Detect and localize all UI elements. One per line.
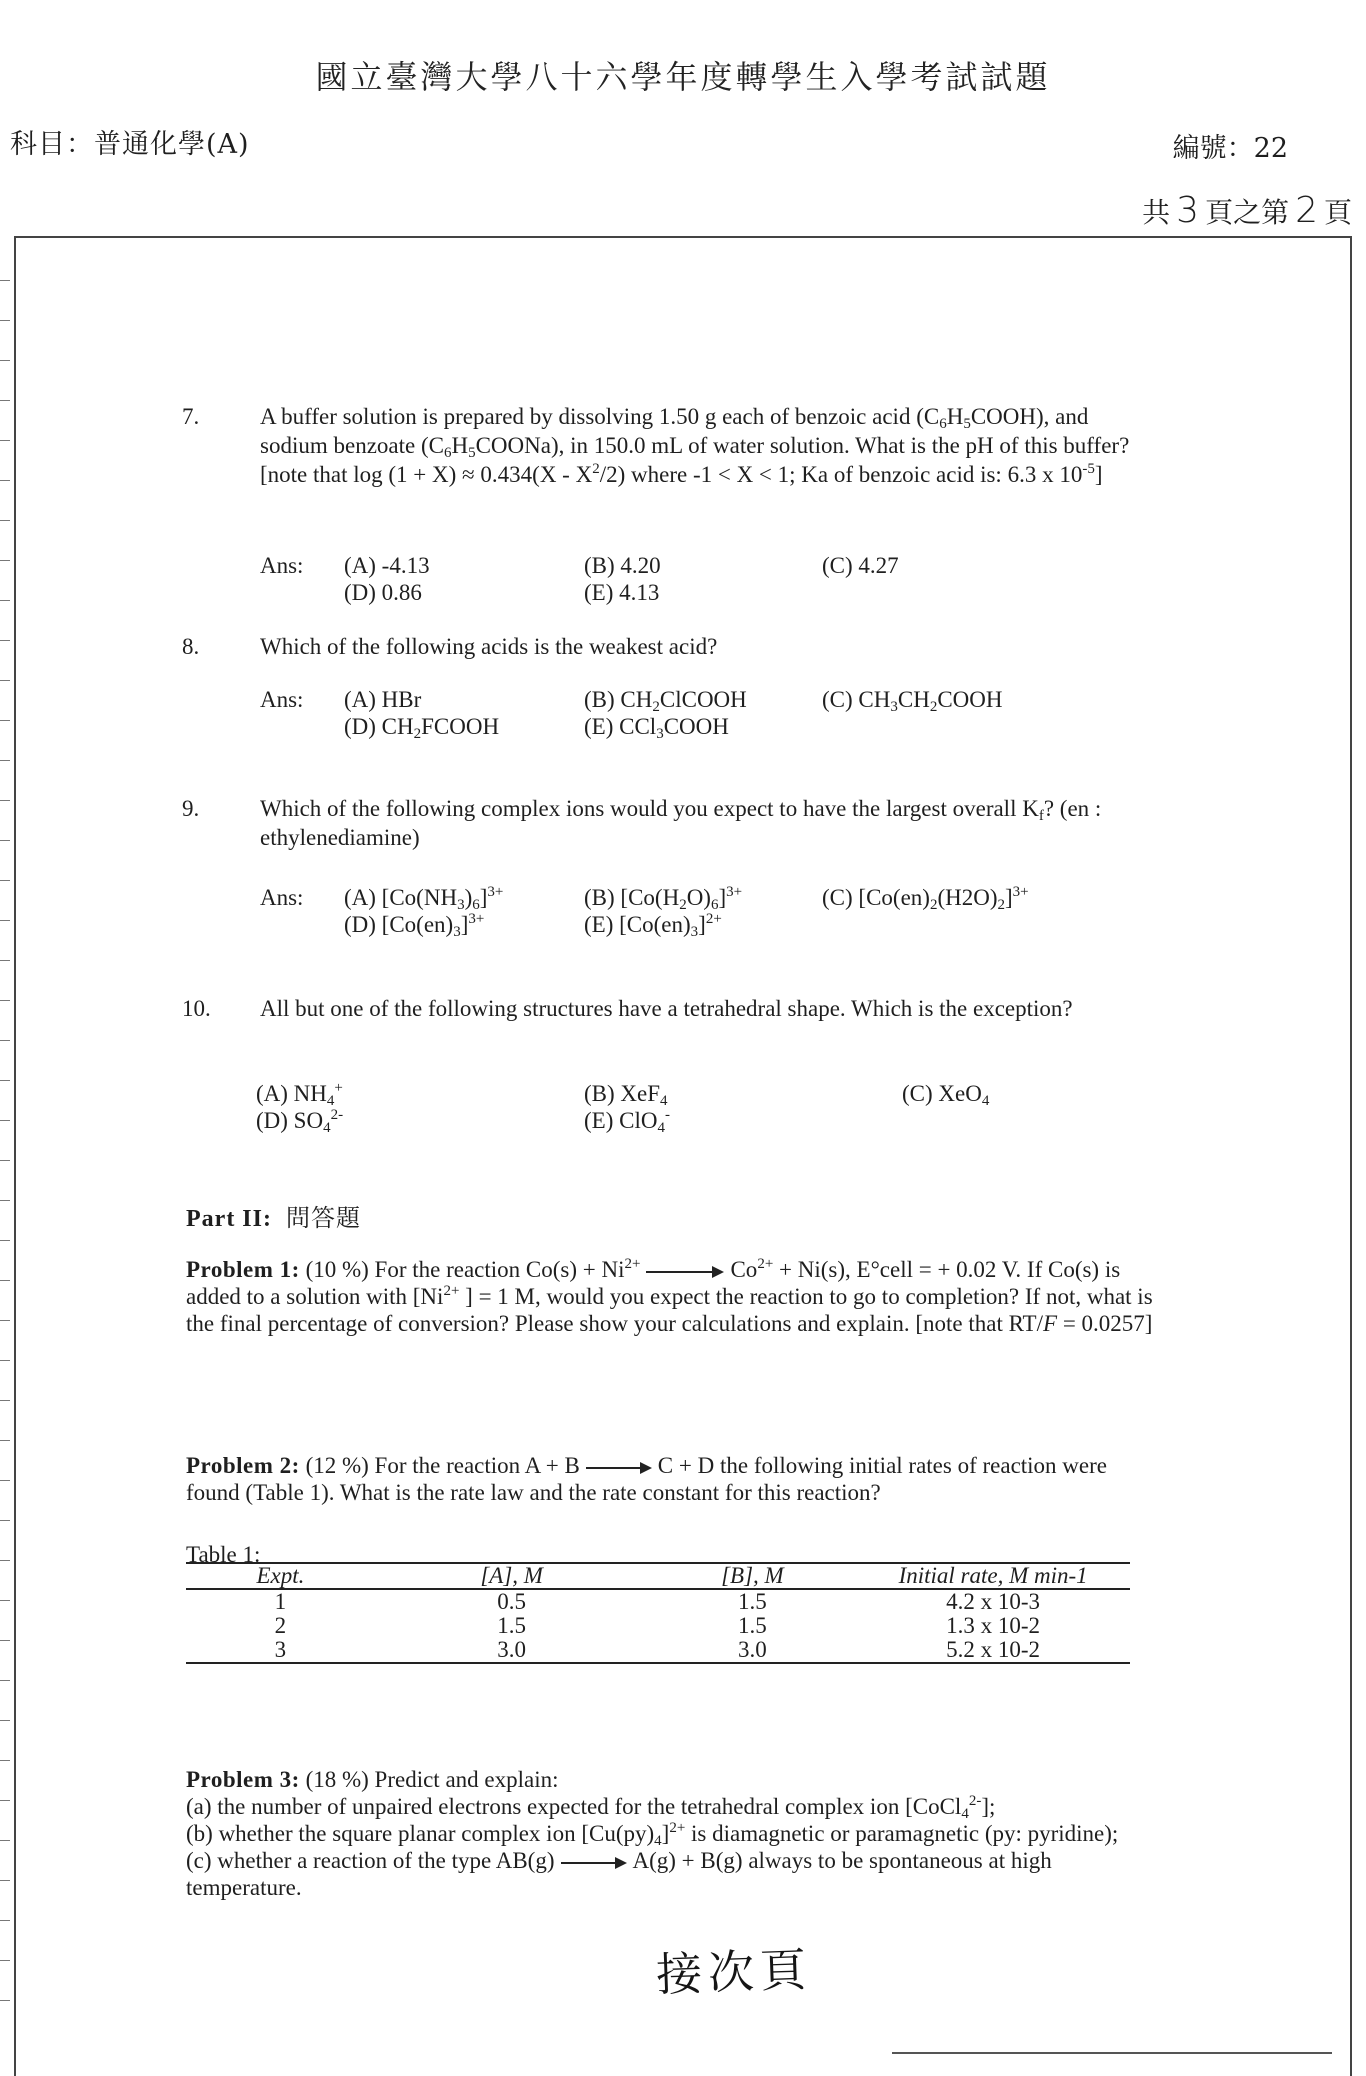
table-row (186, 1638, 1130, 1663)
margin-tick (0, 1160, 10, 1161)
question-text: Which of the following acids is the weakest acid? (260, 634, 718, 659)
margin-tick (0, 720, 10, 721)
option-d: (D) 0.86 (344, 580, 422, 605)
ans-label: Ans: (260, 553, 304, 578)
problem-3: Problem 3: (18 %) Predict and explain: (a) the number of unpaired electrons expected for the tetrahedral complex ion [CoCl$_4^{2-}$]; (b) whether the square planar complex ion $[Cu(py)_4]^{2+}$ is diamagnetic or paramagnetic (py: pyridine); (c) whether a reaction of the type AB(g) A(g) + B(g) always to be spontaneous at high temperature. (186, 1766, 1161, 1901)
exam-title: 國立臺灣大學八十六學年度轉學生入學考試試題 (315, 58, 1051, 96)
rate-table (186, 1562, 1130, 1664)
question-number: 10. (182, 996, 211, 1021)
margin-tick (0, 1320, 10, 1321)
margin-tick (0, 840, 10, 841)
margin-tick (0, 360, 10, 361)
table-cell: 1.5 (738, 1613, 767, 1638)
margin-tick (0, 1880, 10, 1881)
margin-tick (0, 1560, 10, 1561)
margin-tick (0, 280, 10, 281)
table-cell: 0.5 (497, 1589, 527, 1614)
margin-tick (0, 320, 10, 321)
reaction-arrow-icon (646, 1267, 724, 1277)
table-cell: 1.5 (738, 1589, 767, 1614)
margin-tick (0, 2000, 10, 2001)
margin-tick (0, 400, 10, 401)
margin-tick (0, 1280, 10, 1281)
margin-tick (0, 1440, 10, 1441)
option-c: (C) XeO$_4$ (902, 1081, 990, 1109)
column-header: Initial rate, M min-1 (856, 1563, 1130, 1589)
table-cell: 5.2 x 10-2 (856, 1638, 1130, 1663)
question-text: Which of the following complex ions would you expect to have the largest overall $K_f$? (en : ethylenediamine) (260, 796, 1102, 850)
margin-tick (0, 600, 10, 601)
column-header: [A], M (375, 1563, 649, 1589)
table-cell: 1 (274, 1589, 287, 1614)
reaction-arrow-icon (586, 1463, 652, 1473)
column-header: Expt. (186, 1563, 375, 1589)
option-b: (B) $[Co(H_2O)_6]^{3+}$ (584, 884, 743, 913)
margin-tick (0, 1360, 10, 1361)
pages-current: 2 (1295, 190, 1318, 231)
problem-1: Problem 1: (10 %) For the reaction $Co(s) + Ni^{2+}$ $Co^{2+} + Ni(s)$, E°cell = + 0.02 V. If Co(s) is added to a solution with [$Ni^{2+}$ ] = 1 M, would you expect the reaction to go to completion? If not, what is the final percentage of conversion? Please show your calculations and explain. [note that RT/F = 0.0257] (186, 1256, 1153, 1336)
table-row (186, 1614, 1130, 1638)
reaction-arrow-icon (561, 1858, 627, 1868)
margin-tick (0, 1200, 10, 1201)
question-10 (182, 994, 1146, 1023)
margin-tick (0, 1080, 10, 1081)
footer-rule (892, 2052, 1332, 2054)
margin-ticks (0, 280, 12, 2040)
question-7 (182, 402, 1146, 489)
option-c: (C) $CH_3CH_2COOH$ (822, 687, 1003, 715)
pages-mid: 頁之第 (1205, 196, 1290, 229)
option-d: (D) $SO_4^{2-}$ (256, 1107, 344, 1136)
table-cell: 3.0 (375, 1638, 649, 1663)
margin-tick (0, 1480, 10, 1481)
margin-tick (0, 1240, 10, 1241)
table-cell: 3.0 (649, 1638, 857, 1663)
margin-tick (0, 1720, 10, 1721)
option-a: (A) $NH_4^+$ (256, 1080, 343, 1109)
answers-10 (256, 1080, 1176, 1134)
option-a: (A) HBr (344, 687, 422, 712)
option-d: (D) $[Co(en)_3]^{3+}$ (344, 911, 485, 940)
option-e: (E) CCl$_3$COOH (584, 714, 729, 742)
question-text: A buffer solution is prepared by dissolving 1.50 g each of benzoic acid $(C_6H_5COOH)$, and sodium benzoate $(C_6H_5COONa)$, in 150.0 mL of water solution. What is the pH of this buffer? [note that $\log (1 + X) \approx 0.434(X - X^2/2)$ where -1 < X < 1; Ka of benzoic acid is: 6.3 x $10^{-5}$] (260, 404, 1130, 487)
margin-tick (0, 560, 10, 561)
table-caption: Table 1: (186, 1542, 261, 1567)
answers-7 (260, 552, 1180, 606)
table-row (186, 1589, 1130, 1614)
pages-total: 3 (1176, 190, 1200, 231)
margin-tick (0, 1520, 10, 1521)
problem-label: Problem 1: (186, 1257, 300, 1282)
option-e: (E) ClO$_4$- (584, 1107, 670, 1136)
margin-tick (0, 680, 10, 681)
table-cell: 4.2 x 10-3 (946, 1589, 1041, 1614)
margin-tick (0, 1000, 10, 1001)
answers-9 (260, 884, 1180, 938)
reaction-equation: $Co(s) + Ni^{2+}$ $Co^{2+} + Ni(s)$ (525, 1256, 846, 1282)
question-9 (182, 794, 1146, 852)
subject-label: 科目：普通化學(A) (10, 129, 250, 160)
margin-tick (0, 1920, 10, 1921)
part-a: (a) the number of unpaired electrons expected for the tetrahedral complex ion [CoCl$_4^{2-}$]; (186, 1793, 996, 1822)
margin-tick (0, 520, 10, 521)
part-2-heading: Part II: 問答題 (186, 1206, 361, 1232)
column-header: [B], M (649, 1563, 857, 1589)
margin-tick (0, 1680, 10, 1681)
option-a: (A) $[Co(NH_3)_6]^{3+}$ (344, 884, 504, 913)
option-e: (E) 4.13 (584, 580, 660, 605)
pages-suffix: 頁 (1323, 196, 1352, 229)
problem-2: Problem 2: (12 %) For the reaction A + B C + D the following initial rates of reaction were found (Table 1). What is the rate law and the rate constant for this reaction? (186, 1453, 1107, 1505)
table-cell: 2 (274, 1613, 287, 1638)
exam-code: 編號：22 (1172, 133, 1288, 164)
option-b: (B) 4.20 (584, 553, 661, 578)
option-c: (C) $[Co(en)_2(H2O)_2]^{3+}$ (822, 884, 1029, 913)
margin-tick (0, 1840, 10, 1841)
page-indicator (1142, 190, 1352, 231)
margin-tick (0, 1960, 10, 1961)
table-header-row (186, 1563, 1130, 1589)
option-b: (B) $CH_2ClCOOH$ (584, 687, 747, 715)
question-number: 7. (182, 404, 200, 429)
margin-tick (0, 880, 10, 881)
margin-tick (0, 1800, 10, 1801)
pages-prefix: 共 (1142, 196, 1171, 229)
margin-tick (0, 960, 10, 961)
option-a: (A) -4.13 (344, 553, 430, 578)
question-text: All but one of the following structures have a tetrahedral shape. Which is the exception? (260, 996, 1073, 1021)
problem-label: Problem 2: (186, 1453, 300, 1478)
margin-tick (0, 1640, 10, 1641)
ans-label: Ans: (260, 687, 304, 712)
problem-label: Problem 3: (186, 1767, 300, 1792)
option-c: (C) 4.27 (822, 553, 899, 578)
question-number: 8. (182, 634, 200, 659)
margin-tick (0, 1600, 10, 1601)
margin-tick (0, 760, 10, 761)
ans-label: Ans: (260, 885, 304, 910)
part-b: (b) whether the square planar complex ion $[Cu(py)_4]^{2+}$ is diamagnetic or paramagnetic (py: pyridine); (186, 1820, 1119, 1849)
margin-tick (0, 800, 10, 801)
part-c: (c) whether a reaction of the type AB(g) A(g) + B(g) always to be spontaneous at high temperature. (186, 1848, 1052, 1900)
question-number: 9. (182, 796, 200, 821)
margin-tick (0, 1760, 10, 1761)
table-cell: 1.5 (497, 1613, 527, 1638)
option-b: (B) XeF$_4$ (584, 1081, 668, 1109)
margin-tick (0, 480, 10, 481)
continue-next-page-note: 接次頁 (655, 1942, 813, 2002)
margin-tick (0, 640, 10, 641)
table-cell: 3 (186, 1638, 375, 1663)
margin-tick (0, 1040, 10, 1041)
margin-tick (0, 1400, 10, 1401)
option-e: (E) $[Co(en)_3]^{2+}$ (584, 911, 722, 940)
margin-tick (0, 440, 10, 441)
margin-tick (0, 1120, 10, 1121)
margin-tick (0, 920, 10, 921)
answers-8 (260, 686, 1180, 740)
table-cell: 1.3 x 10-2 (946, 1613, 1041, 1638)
question-8 (182, 632, 1146, 661)
option-d: (D) $CH_2FCOOH$ (344, 714, 500, 742)
